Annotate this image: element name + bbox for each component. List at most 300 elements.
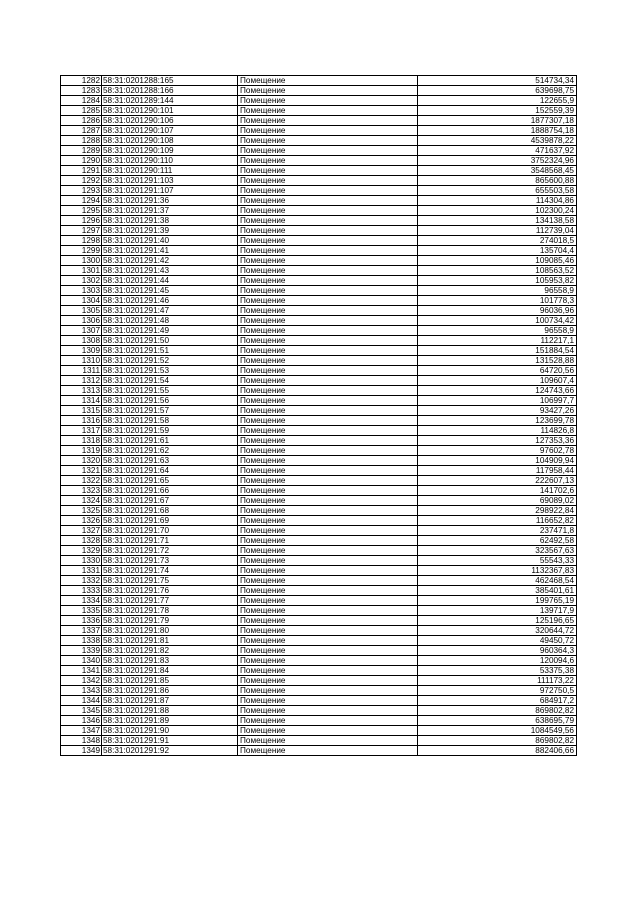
- cadastral-value-cell: 639698,75: [418, 86, 577, 96]
- cadastral-value-cell: 104909,94: [418, 456, 577, 466]
- table-row: [61, 576, 577, 586]
- object-type-cell: Помещение: [238, 96, 418, 106]
- row-number-cell: 1293: [61, 186, 102, 196]
- cadastral-value-cell: 101778,3: [418, 296, 577, 306]
- cadastral-number-cell: 58:31:0201290:110: [102, 156, 238, 166]
- object-type-cell: Помещение: [238, 336, 418, 346]
- cadastral-number-cell: 58:31:0201291:90: [102, 726, 238, 736]
- object-type-cell: Помещение: [238, 416, 418, 426]
- row-number-cell: 1337: [61, 626, 102, 636]
- cadastral-value-cell: 53375,38: [418, 666, 577, 676]
- cadastral-number-cell: 58:31:0201291:87: [102, 696, 238, 706]
- row-number-cell: 1343: [61, 686, 102, 696]
- row-number-cell: 1329: [61, 546, 102, 556]
- table-row: [61, 146, 577, 156]
- object-type-cell: Помещение: [238, 386, 418, 396]
- cadastral-number-cell: 58:31:0201291:66: [102, 486, 238, 496]
- row-number-cell: 1334: [61, 596, 102, 606]
- cadastral-value-cell: 1132367,83: [418, 566, 577, 576]
- cadastral-number-cell: 58:31:0201291:44: [102, 276, 238, 286]
- cadastral-number-cell: 58:31:0201291:85: [102, 676, 238, 686]
- cadastral-value-cell: 655503,58: [418, 186, 577, 196]
- row-number-cell: 1310: [61, 356, 102, 366]
- object-type-cell: Помещение: [238, 496, 418, 506]
- cadastral-number-cell: 58:31:0201291:73: [102, 556, 238, 566]
- table-row: [61, 716, 577, 726]
- cadastral-number-cell: 58:31:0201291:72: [102, 546, 238, 556]
- cadastral-value-cell: 684917,2: [418, 696, 577, 706]
- row-number-cell: 1326: [61, 516, 102, 526]
- cadastral-number-cell: 58:31:0201291:82: [102, 646, 238, 656]
- cadastral-value-cell: 96558,9: [418, 326, 577, 336]
- cadastral-value-cell: 106997,7: [418, 396, 577, 406]
- row-number-cell: 1285: [61, 106, 102, 116]
- object-type-cell: Помещение: [238, 226, 418, 236]
- object-type-cell: Помещение: [238, 506, 418, 516]
- cadastral-value-cell: 123699,78: [418, 416, 577, 426]
- object-type-cell: Помещение: [238, 366, 418, 376]
- cadastral-number-cell: 58:31:0201291:38: [102, 216, 238, 226]
- table-row: [61, 506, 577, 516]
- cadastral-number-cell: 58:31:0201291:50: [102, 336, 238, 346]
- table-row: [61, 236, 577, 246]
- cadastral-number-cell: 58:31:0201291:43: [102, 266, 238, 276]
- table-row: [61, 656, 577, 666]
- cadastral-number-cell: 58:31:0201288:166: [102, 86, 238, 96]
- object-type-cell: Помещение: [238, 186, 418, 196]
- cadastral-number-cell: 58:31:0201291:81: [102, 636, 238, 646]
- row-number-cell: 1336: [61, 616, 102, 626]
- cadastral-value-cell: 109607,4: [418, 376, 577, 386]
- cadastral-value-cell: 141702,6: [418, 486, 577, 496]
- cadastral-value-cell: 100734,42: [418, 316, 577, 326]
- table-row: [61, 106, 577, 116]
- cadastral-number-cell: 58:31:0201291:55: [102, 386, 238, 396]
- cadastral-value-cell: 112739,04: [418, 226, 577, 236]
- row-number-cell: 1289: [61, 146, 102, 156]
- object-type-cell: Помещение: [238, 286, 418, 296]
- cadastral-number-cell: 58:31:0201291:80: [102, 626, 238, 636]
- row-number-cell: 1294: [61, 196, 102, 206]
- table-row: [61, 696, 577, 706]
- table-row: [61, 126, 577, 136]
- cadastral-value-cell: 114826,8: [418, 426, 577, 436]
- cadastral-value-cell: 960364,3: [418, 646, 577, 656]
- object-type-cell: Помещение: [238, 236, 418, 246]
- cadastral-value-cell: 131528,88: [418, 356, 577, 366]
- cadastral-value-cell: 152559,39: [418, 106, 577, 116]
- object-type-cell: Помещение: [238, 276, 418, 286]
- cadastral-value-cell: 385401,61: [418, 586, 577, 596]
- object-type-cell: Помещение: [238, 406, 418, 416]
- cadastral-number-cell: 58:31:0201291:92: [102, 746, 238, 756]
- table-row: [61, 416, 577, 426]
- object-type-cell: Помещение: [238, 116, 418, 126]
- row-number-cell: 1283: [61, 86, 102, 96]
- object-type-cell: Помещение: [238, 166, 418, 176]
- row-number-cell: 1342: [61, 676, 102, 686]
- row-number-cell: 1335: [61, 606, 102, 616]
- row-number-cell: 1330: [61, 556, 102, 566]
- cadastral-number-cell: 58:31:0201291:36: [102, 196, 238, 206]
- row-number-cell: 1305: [61, 306, 102, 316]
- cadastral-number-cell: 58:31:0201290:111: [102, 166, 238, 176]
- table-row: [61, 516, 577, 526]
- row-number-cell: 1307: [61, 326, 102, 336]
- row-number-cell: 1304: [61, 296, 102, 306]
- cadastral-value-cell: 120094,6: [418, 656, 577, 666]
- cadastral-number-cell: 58:31:0201291:103: [102, 176, 238, 186]
- table-row: [61, 166, 577, 176]
- cadastral-number-cell: 58:31:0201291:65: [102, 476, 238, 486]
- cadastral-number-cell: 58:31:0201291:89: [102, 716, 238, 726]
- cadastral-value-cell: 62492,58: [418, 536, 577, 546]
- cadastral-number-cell: 58:31:0201290:101: [102, 106, 238, 116]
- row-number-cell: 1286: [61, 116, 102, 126]
- object-type-cell: Помещение: [238, 576, 418, 586]
- object-type-cell: Помещение: [238, 516, 418, 526]
- cadastral-number-cell: 58:31:0201291:61: [102, 436, 238, 446]
- cadastral-value-cell: 124743,66: [418, 386, 577, 396]
- table-body: [61, 76, 577, 756]
- table-row: [61, 706, 577, 716]
- row-number-cell: 1296: [61, 216, 102, 226]
- cadastral-number-cell: 58:31:0201291:107: [102, 186, 238, 196]
- row-number-cell: 1291: [61, 166, 102, 176]
- cadastral-number-cell: 58:31:0201291:51: [102, 346, 238, 356]
- table-row: [61, 366, 577, 376]
- row-number-cell: 1306: [61, 316, 102, 326]
- cadastral-value-cell: 93427,26: [418, 406, 577, 416]
- table-row: [61, 216, 577, 226]
- table-row: [61, 136, 577, 146]
- object-type-cell: Помещение: [238, 716, 418, 726]
- object-type-cell: Помещение: [238, 476, 418, 486]
- object-type-cell: Помещение: [238, 706, 418, 716]
- cadastral-value-cell: 1888754,18: [418, 126, 577, 136]
- object-type-cell: Помещение: [238, 216, 418, 226]
- object-type-cell: Помещение: [238, 586, 418, 596]
- cadastral-number-cell: 58:31:0201291:45: [102, 286, 238, 296]
- cadastral-value-cell: 865600,88: [418, 176, 577, 186]
- row-number-cell: 1338: [61, 636, 102, 646]
- object-type-cell: Помещение: [238, 266, 418, 276]
- cadastral-value-cell: 69089,02: [418, 496, 577, 506]
- row-number-cell: 1298: [61, 236, 102, 246]
- cadastral-value-cell: 514734,34: [418, 76, 577, 86]
- table-row: [61, 606, 577, 616]
- cadastral-number-cell: 58:31:0201291:64: [102, 466, 238, 476]
- object-type-cell: Помещение: [238, 566, 418, 576]
- cadastral-number-cell: 58:31:0201291:49: [102, 326, 238, 336]
- cadastral-number-cell: 58:31:0201291:40: [102, 236, 238, 246]
- cadastral-number-cell: 58:31:0201291:69: [102, 516, 238, 526]
- row-number-cell: 1333: [61, 586, 102, 596]
- row-number-cell: 1344: [61, 696, 102, 706]
- row-number-cell: 1348: [61, 736, 102, 746]
- cadastral-number-cell: 58:31:0201291:79: [102, 616, 238, 626]
- row-number-cell: 1347: [61, 726, 102, 736]
- cadastral-value-cell: 869802,82: [418, 736, 577, 746]
- cadastral-value-cell: 199765,19: [418, 596, 577, 606]
- cadastral-value-cell: 114304,86: [418, 196, 577, 206]
- table-row: [61, 196, 577, 206]
- row-number-cell: 1339: [61, 646, 102, 656]
- cadastral-value-cell: 122655,9: [418, 96, 577, 106]
- cadastral-value-cell: 135704,4: [418, 246, 577, 256]
- row-number-cell: 1323: [61, 486, 102, 496]
- table-row: [61, 296, 577, 306]
- object-type-cell: Помещение: [238, 466, 418, 476]
- table-row: [61, 286, 577, 296]
- table-row: [61, 566, 577, 576]
- row-number-cell: 1311: [61, 366, 102, 376]
- row-number-cell: 1332: [61, 576, 102, 586]
- table-row: [61, 736, 577, 746]
- row-number-cell: 1308: [61, 336, 102, 346]
- row-number-cell: 1340: [61, 656, 102, 666]
- table-row: [61, 456, 577, 466]
- object-type-cell: Помещение: [238, 326, 418, 336]
- table-row: [61, 226, 577, 236]
- cadastral-number-cell: 58:31:0201291:56: [102, 396, 238, 406]
- object-type-cell: Помещение: [238, 536, 418, 546]
- row-number-cell: 1346: [61, 716, 102, 726]
- row-number-cell: 1292: [61, 176, 102, 186]
- table-row: [61, 686, 577, 696]
- object-type-cell: Помещение: [238, 426, 418, 436]
- row-number-cell: 1325: [61, 506, 102, 516]
- row-number-cell: 1302: [61, 276, 102, 286]
- table-row: [61, 116, 577, 126]
- table-row: [61, 476, 577, 486]
- table-row: [61, 496, 577, 506]
- row-number-cell: 1322: [61, 476, 102, 486]
- object-type-cell: Помещение: [238, 736, 418, 746]
- cadastral-value-cell: 1084549,56: [418, 726, 577, 736]
- cadastral-number-cell: 58:31:0201290:106: [102, 116, 238, 126]
- object-type-cell: Помещение: [238, 256, 418, 266]
- cadastral-number-cell: 58:31:0201291:42: [102, 256, 238, 266]
- cadastral-number-cell: 58:31:0201290:109: [102, 146, 238, 156]
- cadastral-value-cell: 1877307,18: [418, 116, 577, 126]
- row-number-cell: 1282: [61, 76, 102, 86]
- object-type-cell: Помещение: [238, 86, 418, 96]
- cadastral-value-cell: 638695,79: [418, 716, 577, 726]
- row-number-cell: 1284: [61, 96, 102, 106]
- row-number-cell: 1300: [61, 256, 102, 266]
- table-row: [61, 86, 577, 96]
- cadastral-value-cell: 55543,33: [418, 556, 577, 566]
- object-type-cell: Помещение: [238, 446, 418, 456]
- table-row: [61, 406, 577, 416]
- cadastral-number-cell: 58:31:0201291:58: [102, 416, 238, 426]
- cadastral-value-cell: 320644,72: [418, 626, 577, 636]
- cadastral-number-cell: 58:31:0201291:48: [102, 316, 238, 326]
- cadastral-value-cell: 972750,5: [418, 686, 577, 696]
- row-number-cell: 1288: [61, 136, 102, 146]
- row-number-cell: 1301: [61, 266, 102, 276]
- cadastral-value-cell: 117958,44: [418, 466, 577, 476]
- row-number-cell: 1341: [61, 666, 102, 676]
- object-type-cell: Помещение: [238, 306, 418, 316]
- table-row: [61, 276, 577, 286]
- cadastral-number-cell: 58:31:0201291:68: [102, 506, 238, 516]
- cadastral-value-cell: 105953,82: [418, 276, 577, 286]
- object-type-cell: Помещение: [238, 606, 418, 616]
- row-number-cell: 1345: [61, 706, 102, 716]
- object-type-cell: Помещение: [238, 316, 418, 326]
- object-type-cell: Помещение: [238, 296, 418, 306]
- cadastral-number-cell: 58:31:0201291:84: [102, 666, 238, 676]
- object-type-cell: Помещение: [238, 746, 418, 756]
- cadastral-value-cell: 96036,96: [418, 306, 577, 316]
- cadastral-number-cell: 58:31:0201291:54: [102, 376, 238, 386]
- object-type-cell: Помещение: [238, 546, 418, 556]
- cadastral-number-cell: 58:31:0201291:62: [102, 446, 238, 456]
- table-row: [61, 546, 577, 556]
- row-number-cell: 1312: [61, 376, 102, 386]
- cadastral-value-cell: 151884,54: [418, 346, 577, 356]
- cadastral-value-cell: 125196,65: [418, 616, 577, 626]
- object-type-cell: Помещение: [238, 646, 418, 656]
- row-number-cell: 1303: [61, 286, 102, 296]
- table-row: [61, 266, 577, 276]
- row-number-cell: 1290: [61, 156, 102, 166]
- object-type-cell: Помещение: [238, 156, 418, 166]
- table-row: [61, 626, 577, 636]
- table-row: [61, 96, 577, 106]
- cadastral-value-cell: 3752324,96: [418, 156, 577, 166]
- row-number-cell: 1349: [61, 746, 102, 756]
- object-type-cell: Помещение: [238, 196, 418, 206]
- cadastral-value-cell: 96558,9: [418, 286, 577, 296]
- table-row: [61, 616, 577, 626]
- table-row: [61, 386, 577, 396]
- cadastral-number-cell: 58:31:0201291:91: [102, 736, 238, 746]
- object-type-cell: Помещение: [238, 526, 418, 536]
- cadastral-number-cell: 58:31:0201291:52: [102, 356, 238, 366]
- table-row: [61, 586, 577, 596]
- table-row: [61, 186, 577, 196]
- row-number-cell: 1331: [61, 566, 102, 576]
- row-number-cell: 1318: [61, 436, 102, 446]
- object-type-cell: Помещение: [238, 666, 418, 676]
- row-number-cell: 1295: [61, 206, 102, 216]
- table-row: [61, 526, 577, 536]
- cadastral-number-cell: 58:31:0201291:71: [102, 536, 238, 546]
- table-row: [61, 256, 577, 266]
- table-row: [61, 646, 577, 656]
- object-type-cell: Помещение: [238, 726, 418, 736]
- cadastral-number-cell: 58:31:0201291:86: [102, 686, 238, 696]
- cadastral-value-cell: 112217,1: [418, 336, 577, 346]
- cadastral-value-cell: 274018,5: [418, 236, 577, 246]
- table-row: [61, 176, 577, 186]
- cadastral-value-cell: 111173,22: [418, 676, 577, 686]
- cadastral-number-cell: 58:31:0201291:41: [102, 246, 238, 256]
- cadastral-value-cell: 49450,72: [418, 636, 577, 646]
- cadastral-value-cell: 102300,24: [418, 206, 577, 216]
- table-row: [61, 336, 577, 346]
- cadastral-number-cell: 58:31:0201291:39: [102, 226, 238, 236]
- table-row: [61, 356, 577, 366]
- table-row: [61, 76, 577, 86]
- row-number-cell: 1309: [61, 346, 102, 356]
- object-type-cell: Помещение: [238, 106, 418, 116]
- table-row: [61, 346, 577, 356]
- table-row: [61, 666, 577, 676]
- object-type-cell: Помещение: [238, 356, 418, 366]
- object-type-cell: Помещение: [238, 636, 418, 646]
- table-row: [61, 206, 577, 216]
- cadastral-number-cell: 58:31:0201288:165: [102, 76, 238, 86]
- row-number-cell: 1299: [61, 246, 102, 256]
- row-number-cell: 1314: [61, 396, 102, 406]
- table-row: [61, 486, 577, 496]
- cadastral-number-cell: 58:31:0201291:83: [102, 656, 238, 666]
- row-number-cell: 1315: [61, 406, 102, 416]
- cadastral-number-cell: 58:31:0201291:59: [102, 426, 238, 436]
- table-row: [61, 746, 577, 756]
- table-row: [61, 396, 577, 406]
- row-number-cell: 1321: [61, 466, 102, 476]
- object-type-cell: Помещение: [238, 396, 418, 406]
- cadastral-value-cell: 222607,13: [418, 476, 577, 486]
- row-number-cell: 1319: [61, 446, 102, 456]
- cadastral-value-cell: 116652,82: [418, 516, 577, 526]
- cadastral-value-cell: 471637,92: [418, 146, 577, 156]
- cadastral-number-cell: 58:31:0201290:107: [102, 126, 238, 136]
- cadastral-value-cell: 323567,63: [418, 546, 577, 556]
- table-row: [61, 426, 577, 436]
- table-row: [61, 466, 577, 476]
- table-row: [61, 596, 577, 606]
- object-type-cell: Помещение: [238, 436, 418, 446]
- row-number-cell: 1297: [61, 226, 102, 236]
- object-type-cell: Помещение: [238, 176, 418, 186]
- object-type-cell: Помещение: [238, 146, 418, 156]
- object-type-cell: Помещение: [238, 206, 418, 216]
- row-number-cell: 1324: [61, 496, 102, 506]
- cadastral-number-cell: 58:31:0201291:37: [102, 206, 238, 216]
- object-type-cell: Помещение: [238, 626, 418, 636]
- object-type-cell: Помещение: [238, 656, 418, 666]
- table-row: [61, 306, 577, 316]
- cadastral-number-cell: 58:31:0201291:53: [102, 366, 238, 376]
- row-number-cell: 1313: [61, 386, 102, 396]
- cadastral-number-cell: 58:31:0201291:70: [102, 526, 238, 536]
- cadastral-value-cell: 4539878,22: [418, 136, 577, 146]
- cadastral-value-cell: 237471,8: [418, 526, 577, 536]
- object-type-cell: Помещение: [238, 136, 418, 146]
- table-row: [61, 316, 577, 326]
- cadastral-number-cell: 58:31:0201291:77: [102, 596, 238, 606]
- cadastral-value-cell: 64720,56: [418, 366, 577, 376]
- cadastral-value-cell: 127353,36: [418, 436, 577, 446]
- cadastral-value-table: [60, 75, 577, 756]
- object-type-cell: Помещение: [238, 676, 418, 686]
- cadastral-number-cell: 58:31:0201290:108: [102, 136, 238, 146]
- row-number-cell: 1320: [61, 456, 102, 466]
- table-row: [61, 376, 577, 386]
- cadastral-value-cell: 462468,54: [418, 576, 577, 586]
- row-number-cell: 1316: [61, 416, 102, 426]
- row-number-cell: 1327: [61, 526, 102, 536]
- cadastral-number-cell: 58:31:0201291:88: [102, 706, 238, 716]
- table-row: [61, 676, 577, 686]
- cadastral-number-cell: 58:31:0201291:46: [102, 296, 238, 306]
